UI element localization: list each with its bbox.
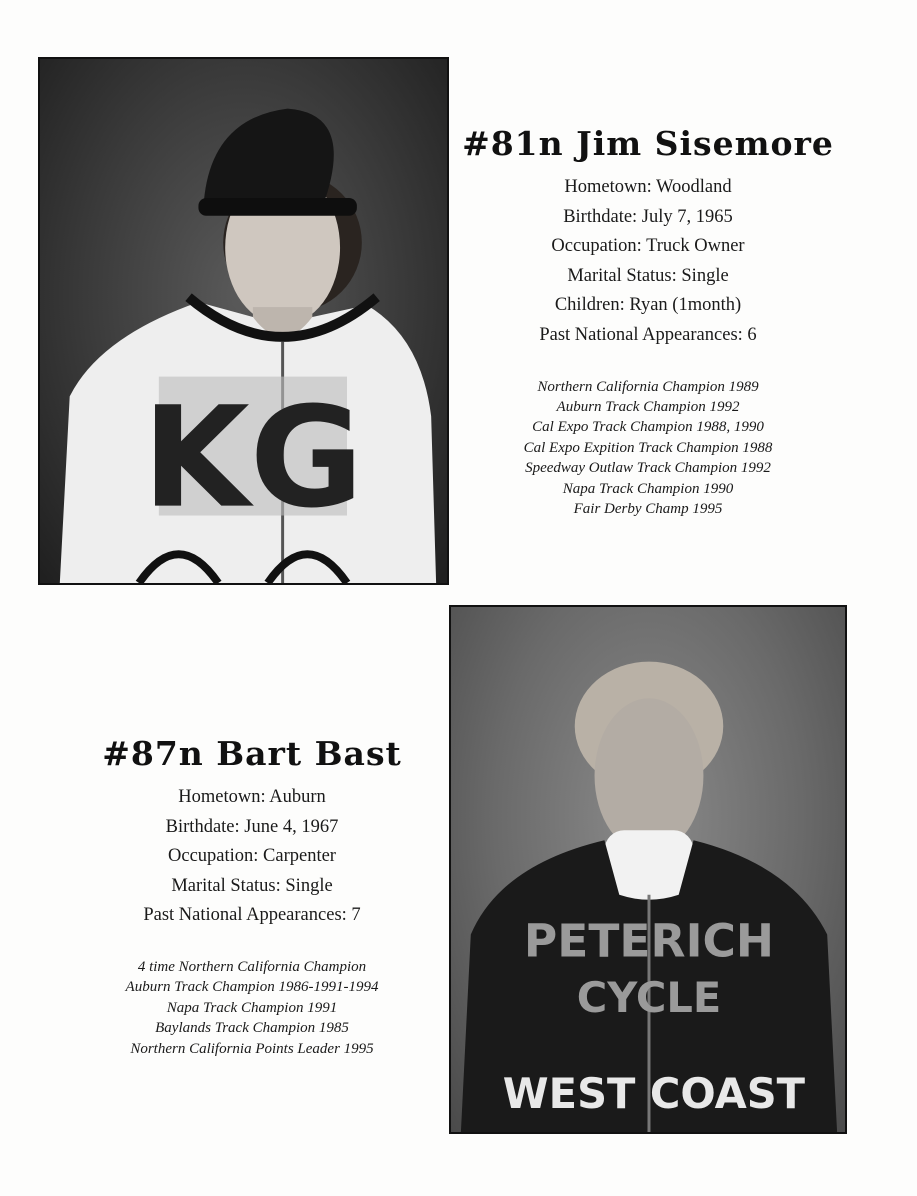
jersey-line-1: PETERICH [523,914,775,968]
title-item: Cal Expo Expition Track Champion 1988 [523,439,773,456]
rider-bio-bart-bast [62,734,442,1059]
rider-titles [458,377,838,520]
fact-hometown: Hometown: Woodland [564,177,732,197]
title-item: Baylands Track Champion 1985 [155,1020,349,1037]
rider-bio-jim-sisemore [458,124,838,519]
jersey-line-3: WEST COAST [502,1069,806,1119]
title-item: Northern California Champion 1989 [537,378,759,395]
fact-birthdate: Birthdate: June 4, 1967 [165,816,339,837]
fact-national-appearances: Past National Appearances: 6 [539,324,757,345]
portrait-illustration [451,607,845,1132]
fact-hometown: Hometown: Auburn [178,787,326,807]
title-item: Auburn Track Champion 1986-1991-1994 [125,979,379,996]
rider-name: #87n Bart Bast [102,734,402,773]
rider-titles [62,957,442,1059]
jersey-line-2: CYCLE [576,972,722,1022]
rider-facts [62,783,442,931]
fact-marital-status: Marital Status: Single [567,265,729,286]
rider-photo-jim-sisemore [38,57,449,585]
rider-facts [458,173,838,351]
title-item: Napa Track Champion 1991 [166,999,338,1016]
title-item: Speedway Outlaw Track Champion 1992 [525,460,771,477]
fact-national-appearances: Past National Appearances: 7 [143,905,361,926]
title-item: Auburn Track Champion 1992 [556,398,740,415]
fact-birthdate: Birthdate: July 7, 1965 [563,206,733,227]
rider-photo-bart-bast [449,605,847,1134]
title-item: Cal Expo Track Champion 1988, 1990 [532,419,764,436]
jersey-logo: KG [142,376,364,539]
portrait-illustration [40,59,447,583]
title-item: Napa Track Champion 1990 [562,480,734,497]
fact-children: Children: Ryan (1month) [554,295,742,316]
rider-name: #81n Jim Sisemore [462,124,834,163]
title-item: 4 time Northern California Champion [137,958,367,975]
fact-marital-status: Marital Status: Single [171,875,333,896]
fact-occupation: Occupation: Carpenter [168,846,336,867]
title-item: Fair Derby Champ 1995 [573,501,723,517]
fact-occupation: Occupation: Truck Owner [551,236,745,257]
title-item: Northern California Points Leader 1995 [130,1040,374,1057]
